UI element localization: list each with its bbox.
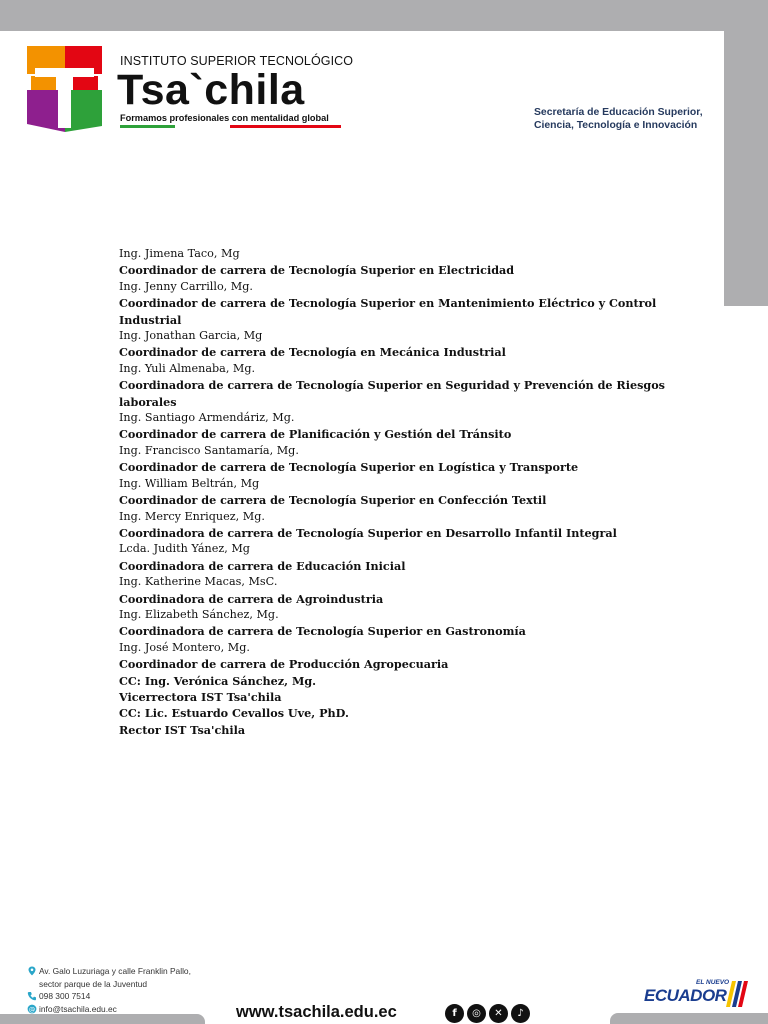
- recipient-name-line: Lcda. Judith Yánez, Mg: [119, 542, 250, 556]
- recipient-name-line: Ing. Elizabeth Sánchez, Mg.: [119, 607, 279, 621]
- address-row-2: [27, 978, 191, 991]
- recipient-role-line: Coordinador de carrera de Tecnología Superior en Electricidad: [119, 263, 515, 278]
- recipient-list: [119, 246, 679, 738]
- recipient-role-line: CC: Lic. Estuardo Cevallos Uve, PhD.: [119, 706, 349, 721]
- secretariat-text: [534, 106, 703, 132]
- recipient-name-line: Ing. Jenny Carrillo, Mg.: [119, 279, 253, 293]
- recipient-role-line: Coordinador de carrera de Tecnología Superior en Mantenimiento Eléctrico y Control: [119, 296, 657, 311]
- svg-text:@: @: [28, 1005, 36, 1014]
- recipient-name-line: Ing. Jonathan Garcia, Mg: [119, 329, 263, 343]
- social-icons: [445, 1004, 530, 1023]
- phone-icon: [27, 991, 37, 1001]
- phone-number: 098 300 7514: [39, 991, 91, 1002]
- institute-logo-icon: [27, 46, 102, 132]
- website-link[interactable]: www.tsachila.edu.ec: [236, 1003, 397, 1021]
- phone-row: [27, 990, 191, 1003]
- ecuador-logo-small-text: EL NUEVO: [696, 979, 730, 986]
- recipient-name-line: Ing. Santiago Armendáriz, Mg.: [119, 411, 295, 425]
- institute-name: Tsa`chila: [117, 66, 305, 114]
- recipient-role-line: Coordinadora de carrera de Educación Inicial: [119, 558, 406, 573]
- recipient-name-line: Ing. Katherine Macas, MsC.: [119, 575, 278, 589]
- ecuador-logo-text: ECUADOR: [644, 986, 727, 1005]
- recipient-name-line: Ing. Mercy Enriquez, Mg.: [119, 509, 265, 523]
- el-nuevo-ecuador-logo: [644, 979, 750, 1011]
- email-address[interactable]: info@tsachila.edu.ec: [39, 1003, 117, 1014]
- recipient-role-line: Coordinador de carrera de Planificación y Gestión del Tránsito: [119, 427, 512, 442]
- email-at-icon: [27, 1004, 37, 1014]
- recipient-role-line: laborales: [119, 394, 177, 409]
- tagline-color-rule: [120, 125, 341, 128]
- email-row: [27, 1003, 191, 1016]
- recipient-name-line: Ing. William Beltrán, Mg: [119, 476, 260, 490]
- page-frame-right: [724, 0, 768, 306]
- recipient-role-line: Coordinador de carrera de Tecnología Superior en Logística y Transporte: [119, 460, 579, 475]
- recipient-name-line: Ing. Francisco Santamaría, Mg.: [119, 443, 299, 457]
- address-line-1: Av. Galo Luzuriaga y calle Franklin Pallo,: [39, 966, 191, 976]
- recipient-role-line: Rector IST Tsa'chila: [119, 722, 246, 737]
- institute-pre-title: INSTITUTO SUPERIOR TECNOLÓGICO: [120, 54, 354, 68]
- page-frame-bottom-right: [610, 1013, 768, 1024]
- recipient-role-line: Coordinadora de carrera de Agroindustria: [119, 591, 384, 606]
- facebook-icon[interactable]: f: [445, 1004, 464, 1023]
- address-line-2: sector parque de la Juventud: [39, 978, 148, 989]
- recipient-role-line: CC: Ing. Verónica Sánchez, Mg.: [119, 673, 317, 688]
- recipient-role-line: Vicerrectora IST Tsa'chila: [119, 689, 282, 704]
- instagram-icon[interactable]: ◎: [467, 1004, 486, 1023]
- recipient-role-line: Coordinador de carrera de Tecnología en Mecánica Industrial: [119, 345, 506, 360]
- address-row: [27, 965, 191, 978]
- secretariat-line-2: Ciencia, Tecnología e Innovación: [534, 120, 698, 131]
- recipient-role-line: Coordinadora de carrera de Tecnología Superior en Desarrollo Infantil Integral: [119, 525, 617, 540]
- recipient-role-line: Coordinador de carrera de Producción Agropecuaria: [119, 657, 449, 672]
- recipient-name-line: Ing. Yuli Almenaba, Mg.: [119, 361, 256, 375]
- recipient-role-line: Coordinadora de carrera de Tecnología Superior en Seguridad y Prevención de Riesgos: [119, 378, 665, 393]
- x-icon[interactable]: ✕: [489, 1004, 508, 1023]
- recipient-role-line: Industrial: [119, 312, 182, 327]
- institute-tagline: Formamos profesionales con mentalidad global: [120, 113, 329, 123]
- ecuador-flag-stripes-icon: [726, 981, 750, 1007]
- tiktok-icon[interactable]: ♪: [511, 1004, 530, 1023]
- page-frame-bottom-left: [0, 1014, 205, 1024]
- page-frame-top: [0, 0, 768, 31]
- recipient-name-line: Ing. Jimena Taco, Mg: [119, 247, 240, 260]
- recipient-name-line: Ing. José Montero, Mg.: [119, 640, 250, 654]
- location-pin-icon: [27, 966, 37, 976]
- secretariat-line-1: Secretaría de Educación Superior,: [534, 107, 703, 118]
- recipient-role-line: Coordinadora de carrera de Tecnología Superior en Gastronomía: [119, 624, 526, 639]
- recipient-role-line: Coordinador de carrera de Tecnología Superior en Confección Textil: [119, 493, 547, 508]
- contact-info: [27, 965, 191, 1015]
